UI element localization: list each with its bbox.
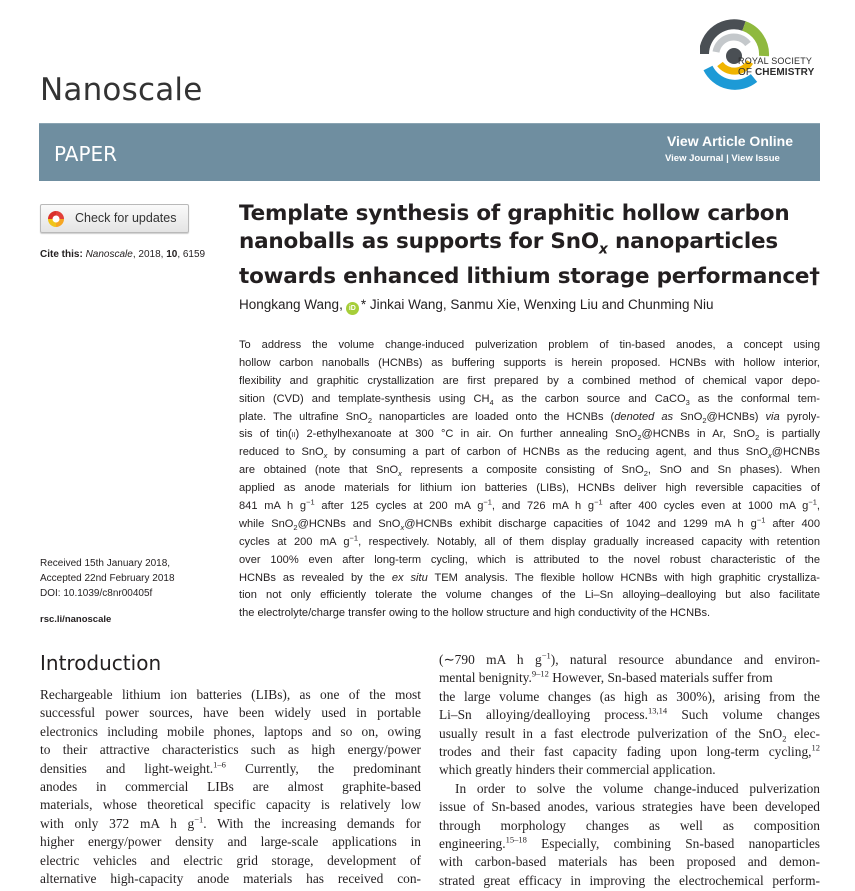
check-for-updates-button[interactable] — [40, 204, 189, 233]
article-type: PAPER — [54, 142, 118, 166]
body-column-left: Rechargeable lithium ion batteries (LIBs), as one of the most successful power sources, have been widely used in portable electronics including mobile phones, laptops and so on, owing to their attractive characteristics such as high energy/power densities and light-weight.$^{1-6}$ Currently, the predominant anodes in commercial LIBs are almost graphite-based materials, whose theoretical specific capacity is relatively low with only 372 mA h $g^{-1}$. With the increasing demands for higher energy/power density and large-scale applications in electric vehicles and electric grid storage, development of alternative high-capacity anode materials has received con- — [40, 687, 421, 886]
received-date: Received 15th January 2018, — [40, 558, 171, 569]
journal-title: Nanoscale — [40, 72, 203, 108]
logo-line2: OF CHEMISTRY — [738, 67, 815, 78]
doi[interactable]: DOI: 10.1039/c8nr00405f — [40, 588, 153, 599]
introduction-heading: Introduction — [40, 651, 162, 675]
check-updates-icon — [47, 210, 65, 228]
article-title: Template synthesis of graphitic hollow carbon nanoballs as supports for SnO$_x$ nanoparticles towards enhanced lithium storage performance† — [239, 201, 820, 290]
accepted-date: Accepted 22nd February 2018 — [40, 573, 175, 584]
rsc-logo-text — [738, 56, 814, 78]
logo-line1: ROYAL SOCIETY — [738, 56, 813, 66]
citation: Cite this: Nanoscale, 2018, 10, 6159 — [40, 249, 206, 260]
author-list: Hongkang Wang, iD * Jinkai Wang, Sanmu Xie, Wenxing Liu and Chunming Niu — [239, 297, 714, 315]
section-banner — [39, 123, 820, 181]
check-updates-label: Check for updates — [75, 211, 177, 225]
orcid-icon[interactable]: iD — [346, 302, 359, 315]
abstract: To address the volume change-induced pulverization problem of tin-based anodes, a concept using hollow carbon nanoballs (HCNBs) as buffering supports is herein proposed. HCNBs with hollow interior, flexibility and graphitic crystallization are first prepared by a combined method of chemical vapor depo- sition (CVD) and template-synthesis using $CH_4$ as the carbon source and CaCO$_3$ as the conformal tem- plate. The ultrafine SnO$_2$ nanoparticles are loaded onto the HCNBs (denoted as SnO$_2$@HCNBs) via pyroly- sis of tin(II) 2-ethylhexanoate at 300 °C in air. On further annealing SnO$_2$@HCNBs in Ar, SnO$_2$ is partially reduced to SnO$_x$ by consuming a part of carbon of HCNBs as the reducing agent, and thus SnO$_x$@HCNBs are obtained (note that SnO$_x$ represents a composite consisting of SnO$_2$, SnO and Sn phases). When applied as anode materials for lithium ion batteries (LIBs), HCNBs deliver high reversible capacities of 841 mA h $g^{-1}$ after 125 cycles at 200 mA $g^{-1}$, and 726 mA h $g^{-1}$ after 400 cycles even at 1000 mA $g^{-1}$, while SnO$_2$@HCNBs and SnO$_x$@HCNBs exhibit discharge capacities of 1042 and 1299 mA h $g^{-1}$ after 400 cycles at 200 mA $g^{-1}$, respectively. Notably, all of them display gradually increased capacity with retention over 100% even after long-term cycling, which is attributed to the novel robust characteristic of the HCNBs as revealed by the ex situ TEM analysis. The flexible hollow HCNBs with high graphitic crystalliza- tion not only efficiently tolerate the volume changes of the Li–Sn alloying–dealloying but also facilitate the electrolyte/charge transfer owing to the hollow structure and high conductivity of the HCNBs. — [239, 339, 821, 620]
journal-links: View Journal | View Issue — [665, 153, 780, 164]
article-history — [40, 556, 175, 601]
view-article-online-link[interactable]: View Article Online — [666, 133, 793, 149]
view-journal-link[interactable]: View Journal — [665, 153, 724, 164]
view-issue-link[interactable]: View Issue — [731, 153, 780, 164]
journal-short-link[interactable]: rsc.li/nanoscale — [40, 614, 112, 625]
body-column-right: (∼790 mA h $g^{-1}$), natural resource abundance and environ- mental benignity.$^{9-12}$ However, Sn-based materials suffer from the large volume changes (as high as 300%), arising from the Li–Sn alloying/dealloying process.$^{13,14}$ Such volume changes usually result in a fast electrode pulverization of the SnO$_2$ elec- trodes and their fast capacity fading upon long-term cycling,$^{12}$ which greatly hinders their commercial application. In order to solve the volume change-induced pulverization issue of Sn-based anodes, various strategies have been developed through morphology changes as well as composition engineering.$^{15-18}$ Especially, combining Sn-based nanoparticles with carbon-based materials has been proposed and demon- strated great efficacy in improving the electrochemical perform- — [439, 650, 821, 888]
